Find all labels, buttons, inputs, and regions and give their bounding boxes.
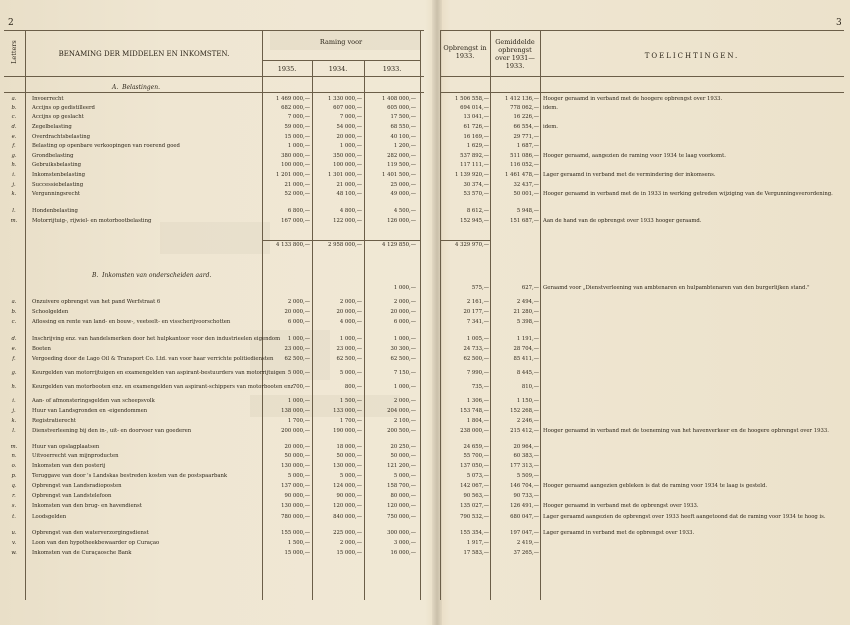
raming-1934: 133 000,— <box>333 408 362 414</box>
opbrengst-1933: 16 169,— <box>463 134 489 140</box>
raming-1934: 607 000,— <box>333 105 362 111</box>
raming-1933: 40 100,— <box>390 134 416 140</box>
gemiddelde-opbrengst: 21 280,— <box>513 309 539 315</box>
row-name: Invoerrecht <box>32 96 64 102</box>
raming-1933: 204 000,— <box>387 408 416 414</box>
toelichting: Hooger geraamd in verband met de opbrengst over 1933. <box>543 503 699 509</box>
gemiddelde-opbrengst: 151 687,— <box>510 218 539 224</box>
row-letter: k. <box>11 418 17 424</box>
row-name: Zegelbelasting <box>32 124 72 130</box>
row-letter: i. <box>12 398 16 404</box>
opbrengst-1933: 2 161,— <box>466 299 489 305</box>
row-name: Successiebelasting <box>32 182 84 188</box>
raming-1934: 5 000,— <box>339 473 362 479</box>
page-number-left: 2 <box>8 18 14 28</box>
raming-1935: 2 000,— <box>287 299 310 305</box>
raming-1934: 1 500,— <box>339 398 362 404</box>
opbrengst-1933: 62 500,— <box>463 356 489 362</box>
raming-1935: 6 000,— <box>287 319 310 325</box>
toelichting: Hooger geraamd in verband met de hoogere opbrengst over 1933. <box>543 96 723 102</box>
raming-1934: 54 000,— <box>336 124 362 130</box>
row-letter: d. <box>11 336 17 342</box>
opbrengst-1933: 5 073,— <box>466 473 489 479</box>
raming-1935: 59 000,— <box>284 124 310 130</box>
row-letter: l. <box>12 428 16 434</box>
row-letter: r. <box>12 493 16 499</box>
raming-1933: 1 200,— <box>393 143 416 149</box>
raming-1935: 52 000,— <box>284 191 310 197</box>
row-letter: c. <box>11 114 17 120</box>
toelichtingen-header: TOELICHTINGEN. <box>644 52 740 60</box>
toelichting: idem. <box>543 124 558 130</box>
gemiddelde-opbrengst: 2 246,— <box>516 418 539 424</box>
raming-1934: 122 000,— <box>333 218 362 224</box>
gemiddelde-opbrengst: 680 047,— <box>510 514 539 520</box>
row-name: Gebruiksbelasting <box>32 162 82 168</box>
raming-1934: 20 000,— <box>336 134 362 140</box>
gemiddelde-opbrengst: 1 687,— <box>516 143 539 149</box>
opbrengst-1933: 537 892,— <box>460 153 489 159</box>
row-letter: b. <box>11 105 17 111</box>
row-name: Aan- of afmonsteringsgelden van scheepsvolk <box>32 398 155 404</box>
raming-1935: 380 000,— <box>281 153 310 159</box>
raming-1934: 1 700,— <box>339 418 362 424</box>
opbrengst-1933: 1 139 920,— <box>455 172 489 178</box>
raming-1935: 5 000,— <box>287 370 310 376</box>
gemiddelde-opbrengst: 2 419,— <box>516 540 539 546</box>
opbrengst-1933: 152 945,— <box>460 218 489 224</box>
raming-1933: 4 500,— <box>393 208 416 214</box>
opbrengst-1933: 735,— <box>471 384 489 390</box>
opbrengst-1933: 90 563,— <box>463 493 489 499</box>
opbrengst-1933: 1 629,— <box>466 143 489 149</box>
gemiddelde-opbrengst: 29 771,— <box>513 134 539 140</box>
raming-1934: 21 000,— <box>336 182 362 188</box>
raming-1935: 6 800,— <box>287 208 310 214</box>
opbrengst-1933: 1 306,— <box>466 398 489 404</box>
opbrengst-1933: 1 804,— <box>466 418 489 424</box>
opbrengst-1933: 1 005,— <box>466 336 489 342</box>
opbrengst-1933: 30 374,— <box>463 182 489 188</box>
raming-1933: 1 000,— <box>393 336 416 342</box>
opbrengst-1933: 7 990,— <box>466 370 489 376</box>
raming-1934: 1 000,— <box>339 336 362 342</box>
opbrengst-1933: 17 583,— <box>463 550 489 556</box>
raming-1934: 130 000,— <box>333 463 362 469</box>
gemiddelde-opbrengst: 85 411,— <box>513 356 539 362</box>
raming-1935: 1 469 000,— <box>276 96 310 102</box>
raming-1933: 7 150,— <box>393 370 416 376</box>
row-name: Inkomstenbelasting <box>32 172 86 178</box>
row-letter: v. <box>11 540 17 546</box>
opbrengst-1933: 153 748,— <box>460 408 489 414</box>
toelichting: Lager geraamd aangezien de opbrengst over 1933 heeft aangetoond dat de raming voor 1934 te hoog is. <box>543 514 826 520</box>
raming-1934: 800,— <box>344 384 362 390</box>
raming-1933: 120 000,— <box>387 503 416 509</box>
row-letter: k. <box>11 191 17 197</box>
raming-1934: 90 000,— <box>336 493 362 499</box>
gemiddelde-opbrengst: 778 062,— <box>510 105 539 111</box>
gemiddelde-opbrengst: 215 412,— <box>510 428 539 434</box>
gemiddelde-opbrengst: 16 226,— <box>513 114 539 120</box>
gemiddelde-opbrengst: 177 313,— <box>510 463 539 469</box>
row-name: Inkomsten van den posterij <box>32 463 106 469</box>
raming-1935: 1 000,— <box>287 143 310 149</box>
pre-b-1933: 1 000,— <box>393 285 416 291</box>
toelichting: Hooger geraamd aangezien gebleken is dat de raming voor 1934 te laag is gesteld. <box>543 483 768 489</box>
row-name: Vergoeding door de Lago Oil & Transport Co. Ltd. van voor haar verrichte politiediensten <box>32 356 274 362</box>
opbrengst-1933: 13 041,— <box>463 114 489 120</box>
raming-1933: 6 000,— <box>393 319 416 325</box>
raming-1933: 200 500,— <box>387 428 416 434</box>
row-letter: s. <box>11 503 17 509</box>
total-a-opbrengst: 4 329 970,— <box>455 242 489 248</box>
row-letter: f. <box>12 143 16 149</box>
gemiddelde-opbrengst: 1 412 136,— <box>505 96 539 102</box>
gemiddelde-opbrengst: 60 383,— <box>513 453 539 459</box>
raming-1933: 17 500,— <box>390 114 416 120</box>
row-name: Uitvoerrecht van mijnproducten <box>32 453 119 459</box>
row-name: Loodsgelden <box>32 514 67 520</box>
opbrengst-1933: 137 050,— <box>460 463 489 469</box>
total-a-1935: 4 133 800,— <box>276 242 310 248</box>
raming-1935: 1 700,— <box>287 418 310 424</box>
row-name: Inkomsten van de Curaçaosche Bank <box>32 550 132 556</box>
raming-1933: 80 000,— <box>390 493 416 499</box>
row-letter: g. <box>11 153 17 159</box>
raming-1935: 7 000,— <box>287 114 310 120</box>
pre-b-note: Geraamd voor „Dienstverleening van ambtenaren en hulpambtenaren van den burgerlijken stand." <box>543 285 810 291</box>
raming-1935: 780 000,— <box>281 514 310 520</box>
raming-1933: 62 500,— <box>390 356 416 362</box>
raming-1934: 62 500,— <box>336 356 362 362</box>
raming-1934: 4 000,— <box>339 319 362 325</box>
row-name: Accijns op geslacht <box>32 114 84 120</box>
raming-1934: 124 000,— <box>333 483 362 489</box>
raming-1933: 119 500,— <box>387 162 416 168</box>
row-letter: a. <box>11 96 17 102</box>
raming-1935: 682 000,— <box>281 105 310 111</box>
gemiddelde-opbrengst: 28 704,— <box>513 346 539 352</box>
opbrengst-1933: 694 014,— <box>460 105 489 111</box>
row-letter: h. <box>11 384 17 390</box>
raming-1935: 155 000,— <box>281 530 310 536</box>
opbrengst-1933: 155 354,— <box>460 530 489 536</box>
raming-1935: 1 201 000,— <box>276 172 310 178</box>
raming-1935: 90 000,— <box>284 493 310 499</box>
gemiddelde-opbrengst: 2 494,— <box>516 299 539 305</box>
raming-1935: 20 000,— <box>284 444 310 450</box>
row-name: Aflossing en rente van land- en bouw-, veeteelt- en visscherijvoorschotten <box>32 319 231 325</box>
row-name: Teruggave van door 's Landskas bestreden kosten van de postspaarbank <box>32 473 228 479</box>
name-header: BENAMING DER MIDDELEN EN INKOMSTEN. <box>58 50 230 58</box>
raming-1934: 7 000,— <box>339 114 362 120</box>
raming-1934: 1 000,— <box>339 143 362 149</box>
gemiddelde-opbrengst: 511 086,— <box>510 153 539 159</box>
gemiddelde-opbrengst: 197 047,— <box>510 530 539 536</box>
raming-1933: 126 000,— <box>387 218 416 224</box>
raming-1933: 5 000,— <box>393 473 416 479</box>
opbrengst-1933: 117 111,— <box>460 162 489 168</box>
toelichting: Hooger geraamd in verband met de in 1933 in werking getreden wijziging van de Vergunningsverordening. <box>543 191 833 197</box>
row-letter: u. <box>11 530 17 536</box>
raming-1934: 1 301 000,— <box>328 172 362 178</box>
row-letter: j. <box>12 182 16 188</box>
gemiddelde-header: Gemiddelde opbrengst over 1931—1933. <box>495 38 535 71</box>
row-name: Grondbelasting <box>32 153 74 159</box>
toelichting: idem. <box>543 105 558 111</box>
row-name: Keurgelden van motorrijtuigen en examengelden van aspirant-bestuurders van motorrijtuigen <box>32 370 286 376</box>
gemiddelde-opbrengst: 126 491,— <box>510 503 539 509</box>
pre-b-opbrengst: 575,— <box>471 285 489 291</box>
row-letter: a. <box>11 299 17 305</box>
gemiddelde-opbrengst: 1 191,— <box>516 336 539 342</box>
letters-header: Letters <box>9 40 18 64</box>
row-name: Dienstverleening bij den in-, uit- en doorvoer van goederen <box>32 428 192 434</box>
raming-1934: 100 000,— <box>333 162 362 168</box>
raming-1933: 16 000,— <box>390 550 416 556</box>
row-letter: d. <box>11 124 17 130</box>
gemiddelde-opbrengst: 8 445,— <box>516 370 539 376</box>
row-name: Onzuivere opbrengst van het pand Werfstraat 6 <box>32 299 161 305</box>
raming-1934: 48 100,— <box>336 191 362 197</box>
raming-1934: 20 000,— <box>336 309 362 315</box>
opbrengst-1933: 24 659,— <box>463 444 489 450</box>
raming-1933: 1 401 500,— <box>382 172 416 178</box>
show-through <box>160 222 270 254</box>
year-header-1935: 1935. <box>277 65 297 73</box>
raming-1934: 2 000,— <box>339 299 362 305</box>
gemiddelde-opbrengst: 5 948,— <box>516 208 539 214</box>
raming-1935: 138 000,— <box>281 408 310 414</box>
opbrengst-1933: 790 532,— <box>460 514 489 520</box>
raming-1933: 300 000,— <box>387 530 416 536</box>
row-name: Inschrijving enz. van handelsmerken door het hulpkantoor voor den industrieelen eigendom <box>32 336 281 342</box>
raming-1934: 50 000,— <box>336 453 362 459</box>
row-letter: l. <box>12 208 16 214</box>
opbrengst-1933: 61 726,— <box>463 124 489 130</box>
raming-1933: 2 000,— <box>393 398 416 404</box>
row-letter: w. <box>11 550 17 556</box>
row-name: Hondenbelasting <box>32 208 78 214</box>
gemiddelde-opbrengst: 20 964,— <box>513 444 539 450</box>
toelichting: Lager geraamd in verband met de vermindering der inkomsens. <box>543 172 716 178</box>
gemiddelde-opbrengst: 810,— <box>521 384 539 390</box>
raming-1934: 2 000,— <box>339 540 362 546</box>
row-letter: n. <box>11 453 17 459</box>
raming-1935: 62 500,— <box>284 356 310 362</box>
raming-1933: 158 700,— <box>387 483 416 489</box>
row-name: Huur van Landsgronden en -eigendommen <box>32 408 148 414</box>
raming-1933: 20 250,— <box>390 444 416 450</box>
gemiddelde-opbrengst: 66 554,— <box>513 124 539 130</box>
row-name: Registratierecht <box>32 418 76 424</box>
opbrengst-1933: 1 917,— <box>466 540 489 546</box>
opbrengst-1933: 238 000,— <box>460 428 489 434</box>
raming-1933: 282 000,— <box>387 153 416 159</box>
raming-1935: 167 000,— <box>281 218 310 224</box>
row-letter: f. <box>12 356 16 362</box>
row-letter: e. <box>11 134 17 140</box>
raming-1934: 190 000,— <box>333 428 362 434</box>
row-letter: b. <box>11 309 17 315</box>
row-name: Motorrijtuig-, rijwiel- en motorbootbelasting <box>32 218 152 224</box>
opbrengst-1933: 135 027,— <box>460 503 489 509</box>
row-letter: c. <box>11 319 17 325</box>
gemiddelde-opbrengst: 152 268,— <box>510 408 539 414</box>
raming-1935: 5 000,— <box>287 473 310 479</box>
gemiddelde-opbrengst: 90 733,— <box>513 493 539 499</box>
row-letter: m. <box>10 444 18 450</box>
row-letter: m. <box>10 218 18 224</box>
raming-1935: 1 000,— <box>287 336 310 342</box>
raming-1935: 700,— <box>292 384 310 390</box>
row-name: Loon van den hypotheekbewaarder op Curaçao <box>32 540 160 546</box>
raming-1934: 4 800,— <box>339 208 362 214</box>
raming-1933: 30 300,— <box>390 346 416 352</box>
year-header-1934: 1934. <box>328 65 348 73</box>
row-name: Accijns op gedistilleerd <box>32 105 95 111</box>
opbrengst-1933: 24 733,— <box>463 346 489 352</box>
gemiddelde-opbrengst: 50 001,— <box>513 191 539 197</box>
raming-1934: 840 000,— <box>333 514 362 520</box>
opbrengst-1933: 7 341,— <box>466 319 489 325</box>
row-name: Overdrachtsbelasting <box>32 134 91 140</box>
raming-1935: 130 000,— <box>281 463 310 469</box>
section-a-title: A. Belastingen. <box>112 84 160 91</box>
row-name: Opbrengst van Landstelefoon <box>32 493 112 499</box>
opbrengst-1933: 53 570,— <box>463 191 489 197</box>
row-letter: j. <box>12 408 16 414</box>
row-name: Huur van opslagplaatsen <box>32 444 100 450</box>
raming-1933: 49 000,— <box>390 191 416 197</box>
year-header-1933: 1933. <box>382 65 402 73</box>
gemiddelde-opbrengst: 5 509,— <box>516 473 539 479</box>
row-letter: g. <box>11 370 17 376</box>
raming-1935: 100 000,— <box>281 162 310 168</box>
gemiddelde-opbrengst: 146 704,— <box>510 483 539 489</box>
total-a-1934: 2 958 000,— <box>328 242 362 248</box>
gemiddelde-opbrengst: 37 265,— <box>513 550 539 556</box>
row-letter: h. <box>11 162 17 168</box>
toelichting: Hooger geraamd, aangezien de raming voor 1934 te laag voorkomt. <box>543 153 726 159</box>
opbrengst-header: Opbrengst in 1933. <box>443 44 487 61</box>
raming-1935: 23 000,— <box>284 346 310 352</box>
raming-1933: 2 000,— <box>393 299 416 305</box>
raming-1935: 1 000,— <box>287 398 310 404</box>
raming-1935: 20 000,— <box>284 309 310 315</box>
row-name: Keurgelden van motorbooten enz. en examengelden van aspirant-schippers van motorbooten enz. <box>32 384 296 390</box>
page-number-right: 3 <box>836 18 842 28</box>
opbrengst-1933: 142 067,— <box>460 483 489 489</box>
raming-1933: 20 000,— <box>390 309 416 315</box>
row-letter: i. <box>12 172 16 178</box>
raming-1935: 15 000,— <box>284 550 310 556</box>
raming-1934: 18 000,— <box>336 444 362 450</box>
raming-1933: 121 200,— <box>387 463 416 469</box>
raming-1933: 605 000,— <box>387 105 416 111</box>
raming-1935: 15 000,— <box>284 134 310 140</box>
raming-1934: 5 000,— <box>339 370 362 376</box>
raming-1933: 3 000,— <box>393 540 416 546</box>
gemiddelde-opbrengst: 32 437,— <box>513 182 539 188</box>
row-name: Opbrengst van den waterverzorgingsdienst <box>32 530 149 536</box>
raming-1935: 50 000,— <box>284 453 310 459</box>
row-name: Schoolgelden <box>32 309 69 315</box>
toelichting: Hooger geraamd in verband met de toeneming van het havenverkeer en de hoogere opbrengst over 1933. <box>543 428 829 434</box>
row-letter: p. <box>11 473 17 479</box>
raming-1933: 50 000,— <box>390 453 416 459</box>
section-b-title: B. Inkomsten van onderscheiden aard. <box>92 272 212 279</box>
pre-b-gemiddelde: 627,— <box>521 285 539 291</box>
row-letter: o. <box>11 463 17 469</box>
raming-1934: 120 000,— <box>333 503 362 509</box>
opbrengst-1933: 55 700,— <box>463 453 489 459</box>
raming-1933: 68 550,— <box>390 124 416 130</box>
row-name: Vergunningsrecht <box>32 191 81 197</box>
toelichting: Lager geraamd in verband met de opbrengst over 1933. <box>543 530 695 536</box>
row-name: Opbrengst van Landsradioposten <box>32 483 122 489</box>
raming-1935: 21 000,— <box>284 182 310 188</box>
row-letter: e. <box>11 346 17 352</box>
gemiddelde-opbrengst: 5 398,— <box>516 319 539 325</box>
opbrengst-1933: 20 177,— <box>463 309 489 315</box>
raming-1935: 1 500,— <box>287 540 310 546</box>
raming-1934: 225 000,— <box>333 530 362 536</box>
raming-1933: 750 000,— <box>387 514 416 520</box>
opbrengst-1933: 8 612,— <box>466 208 489 214</box>
row-name: Boeten <box>32 346 51 352</box>
toelichting: Aan de hand van de opbrengst over 1933 hooger geraamd. <box>543 218 702 224</box>
gemiddelde-opbrengst: 1 150,— <box>516 398 539 404</box>
raming-1933: 25 000,— <box>390 182 416 188</box>
raming-1935: 137 000,— <box>281 483 310 489</box>
raming-1933: 1 408 000,— <box>382 96 416 102</box>
gemiddelde-opbrengst: 116 052,— <box>510 162 539 168</box>
raming-1934: 350 000,— <box>333 153 362 159</box>
raming-1934: 1 330 000,— <box>328 96 362 102</box>
raming-1933: 1 000,— <box>393 384 416 390</box>
gemiddelde-opbrengst: 1 461 478,— <box>505 172 539 178</box>
row-letter: t. <box>12 514 16 520</box>
row-letter: q. <box>11 483 17 489</box>
raming-1934: 15 000,— <box>336 550 362 556</box>
raming-header: Raming voor <box>319 38 363 46</box>
raming-1935: 130 000,— <box>281 503 310 509</box>
raming-1934: 23 000,— <box>336 346 362 352</box>
raming-1935: 200 000,— <box>281 428 310 434</box>
total-a-1933: 4 129 850,— <box>382 242 416 248</box>
opbrengst-1933: 1 506 558,— <box>455 96 489 102</box>
row-name: Belasting op openbare verkoopingen van roerend goed <box>32 143 180 149</box>
row-name: Inkomsten van den brug- en havendienst <box>32 503 142 509</box>
raming-1933: 2 100,— <box>393 418 416 424</box>
